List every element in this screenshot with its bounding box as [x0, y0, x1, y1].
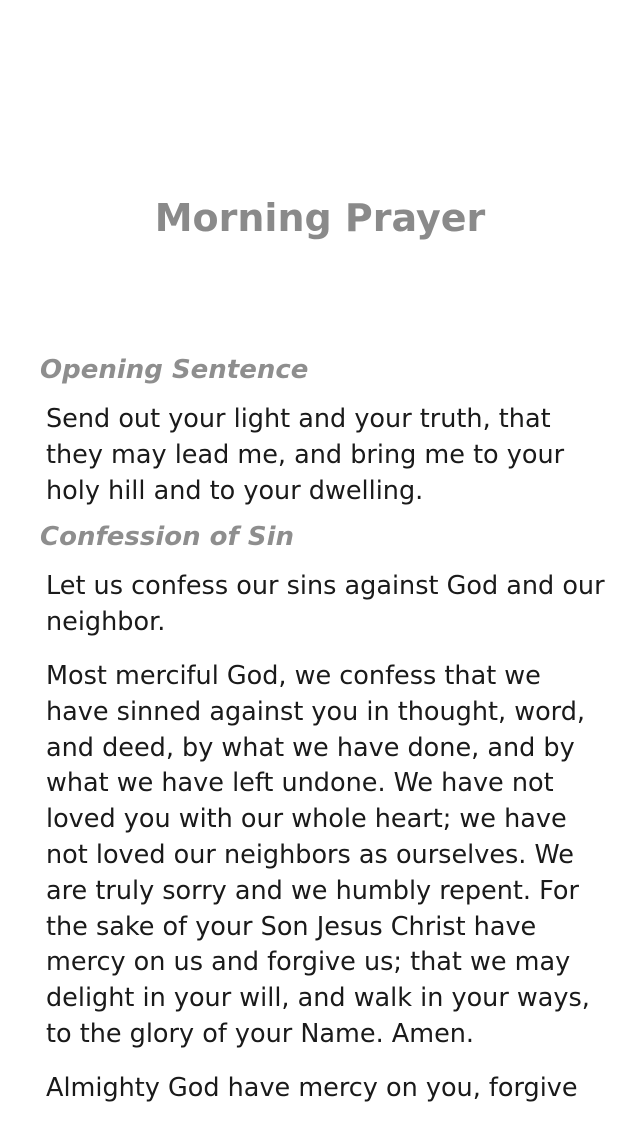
prayer-paragraph: Most merciful God, we confess that we have sinned against you in thought, word, and deed, by what we have done, and by what we have left undone. We have not loved you with our whole heart; we have not loved our neighbors as ourselves. We are truly sorry and we humbly repent. For the sake of your Son Jesus Christ have mercy on us and forgive us; that we may delight in your will, and walk in your ways, to the glory of your Name. Amen. [46, 660, 590, 1049]
page-title: Morning Prayer [154, 196, 486, 240]
prayer-paragraph: Almighty God have mercy on you, forgive [46, 1072, 578, 1103]
prayer-paragraph: Let us confess our sins against God and our neighbor. [46, 571, 605, 638]
section-heading: Opening Sentence [40, 355, 309, 385]
section-opening-sentence [0, 350, 640, 517]
prayer-paragraph: Send out your light and your truth, that they may lead me, and bring me to your holy hill and to your dwelling. [46, 404, 565, 506]
section-heading: Confession of Sin [40, 522, 295, 553]
prayer-content[interactable] [0, 350, 640, 1107]
section-confession-of-sin [0, 517, 640, 1106]
